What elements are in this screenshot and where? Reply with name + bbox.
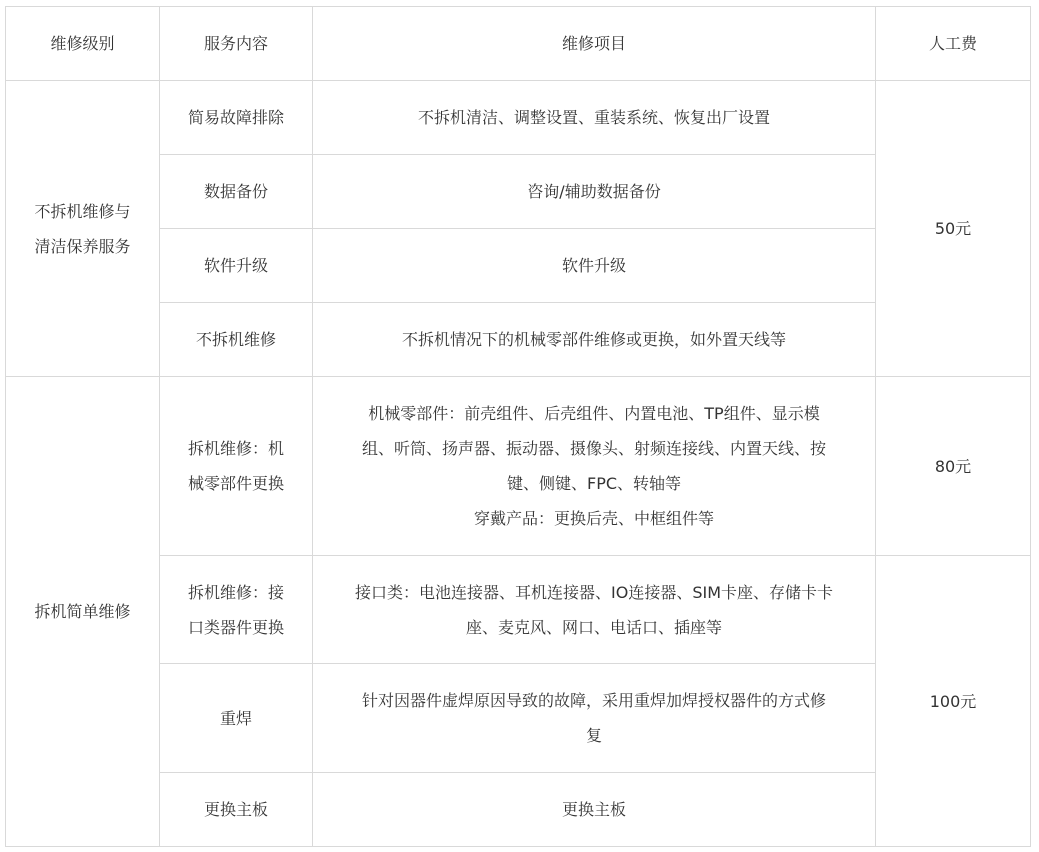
item-cell	[313, 664, 876, 773]
service-cell: 简易故障排除	[160, 81, 313, 155]
service-cell: 软件升级	[160, 229, 313, 303]
fee-cell-shared: 100元	[876, 556, 1031, 847]
item-line: 座、麦克风、网口、电话口、插座等	[465, 617, 722, 637]
service-line: 拆机维修：机	[187, 439, 284, 458]
header-cell-level: 维修级别	[6, 7, 160, 81]
header-cell-service: 服务内容	[160, 7, 313, 81]
item-line: 穿戴产品：更换后壳、中框组件等	[473, 509, 714, 528]
item-cell: 不拆机清洁、调整设置、重装系统、恢复出厂设置	[313, 81, 876, 155]
item-line: 键、侧键、FPC、转轴等	[506, 474, 682, 493]
header-cell-fee: 人工费	[876, 7, 1031, 81]
item-line: 机械零部件：前壳组件、后壳组件、内置电池、TP组件、显示模	[368, 404, 820, 423]
service-cell	[160, 556, 313, 664]
repair-fee-table	[5, 6, 1031, 847]
header-cell-item: 维修项目	[313, 7, 876, 81]
item-line: 组、听筒、扬声器、振动器、摄像头、射频连接线、内置天线、按	[361, 439, 826, 458]
service-cell: 更换主板	[160, 773, 313, 847]
table-row	[6, 81, 1031, 155]
header-row	[6, 7, 1031, 81]
item-line: 针对因器件虚焊原因导致的故障，采用重焊加焊授权器件的方式修	[361, 691, 826, 710]
item-line: 接口类：电池连接器、耳机连接器、IO连接器、SIM卡座、存储卡卡	[355, 582, 833, 602]
item-cell: 咨询/辅助数据备份	[313, 155, 876, 229]
service-cell: 不拆机维修	[160, 303, 313, 377]
fee-cell-group1: 50元	[876, 81, 1031, 377]
service-line: 口类器件更换	[187, 617, 284, 637]
level-cell-group2: 拆机简单维修	[6, 377, 160, 847]
service-cell	[160, 377, 313, 556]
level-cell-group1	[6, 81, 160, 377]
level-line: 清洁保养服务	[34, 236, 131, 256]
service-cell: 数据备份	[160, 155, 313, 229]
service-line: 拆机维修：接	[187, 582, 284, 602]
item-line: 复	[585, 726, 602, 745]
item-cell: 软件升级	[313, 229, 876, 303]
table-row	[6, 377, 1031, 556]
level-line: 不拆机维修与	[34, 201, 131, 221]
item-cell	[313, 556, 876, 664]
service-cell: 重焊	[160, 664, 313, 773]
item-cell	[313, 377, 876, 556]
table-row	[6, 556, 1031, 664]
service-line: 械零部件更换	[187, 474, 284, 493]
item-cell: 不拆机情况下的机械零部件维修或更换，如外置天线等	[313, 303, 876, 377]
item-cell: 更换主板	[313, 773, 876, 847]
fee-cell-row1: 80元	[876, 377, 1031, 556]
